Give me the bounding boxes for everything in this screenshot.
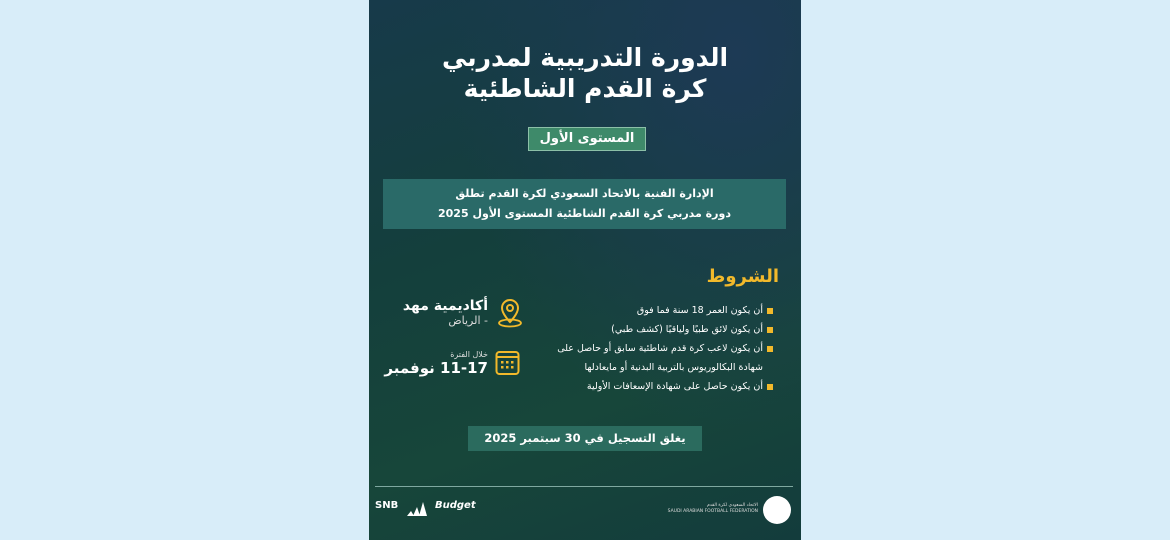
federation-name bbox=[668, 503, 758, 515]
adidas-logo bbox=[407, 502, 427, 516]
intro-banner bbox=[383, 179, 786, 229]
condition-item: أن يكون العمر 18 سنة فما فوق bbox=[541, 301, 773, 320]
poster bbox=[369, 0, 801, 540]
footer-divider bbox=[375, 486, 793, 487]
condition-item: أن يكون لائق طبيًا ولياقيًا (كشف طبي) bbox=[541, 320, 773, 339]
snb-logo: SNB bbox=[375, 500, 399, 511]
intro-line-2: دورة مدربي كرة القدم الشاطئية المستوى الأول 2025 bbox=[438, 207, 731, 220]
conditions-title: الشروط bbox=[706, 266, 779, 287]
period bbox=[384, 350, 488, 377]
saff-logo bbox=[763, 496, 791, 524]
level-badge: المستوى الأول bbox=[528, 127, 646, 151]
calendar-icon bbox=[495, 349, 520, 376]
period-label: خلال الفترة bbox=[450, 350, 488, 359]
condition-item: أن يكون لاعب كرة قدم شاطئية سابق أو حاصل على شهادة البكالوريوس بالتربية البدنية أو مايعادلها bbox=[541, 339, 773, 377]
condition-item: أن يكون حاصل على شهادة الإسعافات الأولية bbox=[541, 377, 773, 396]
title-line-2: كرة القدم الشاطئية bbox=[463, 74, 707, 103]
conditions-list bbox=[541, 301, 773, 396]
map-pin-icon bbox=[497, 298, 523, 328]
intro-line-1: الإدارة الفنية بالاتحاد السعودي لكرة القدم تطلق bbox=[455, 187, 714, 200]
registration-close-banner: يغلق التسجيل في 30 سبتمبر 2025 bbox=[468, 426, 702, 451]
title-line-1: الدورة التدريبية لمدربي bbox=[441, 43, 729, 72]
location bbox=[403, 298, 488, 327]
period-dates: 11-17 نوفمبر bbox=[384, 359, 488, 377]
location-city: - الرياض bbox=[448, 314, 488, 327]
federation-name-ar: الاتحاد السعودي لكرة القدم bbox=[706, 503, 758, 508]
poster-title bbox=[369, 42, 801, 104]
budget-logo: Budget bbox=[435, 500, 476, 511]
federation-name-en: SAUDI ARABIAN FOOTBALL FEDERATION bbox=[667, 509, 758, 514]
location-name: أكاديمية مهد bbox=[402, 298, 488, 314]
